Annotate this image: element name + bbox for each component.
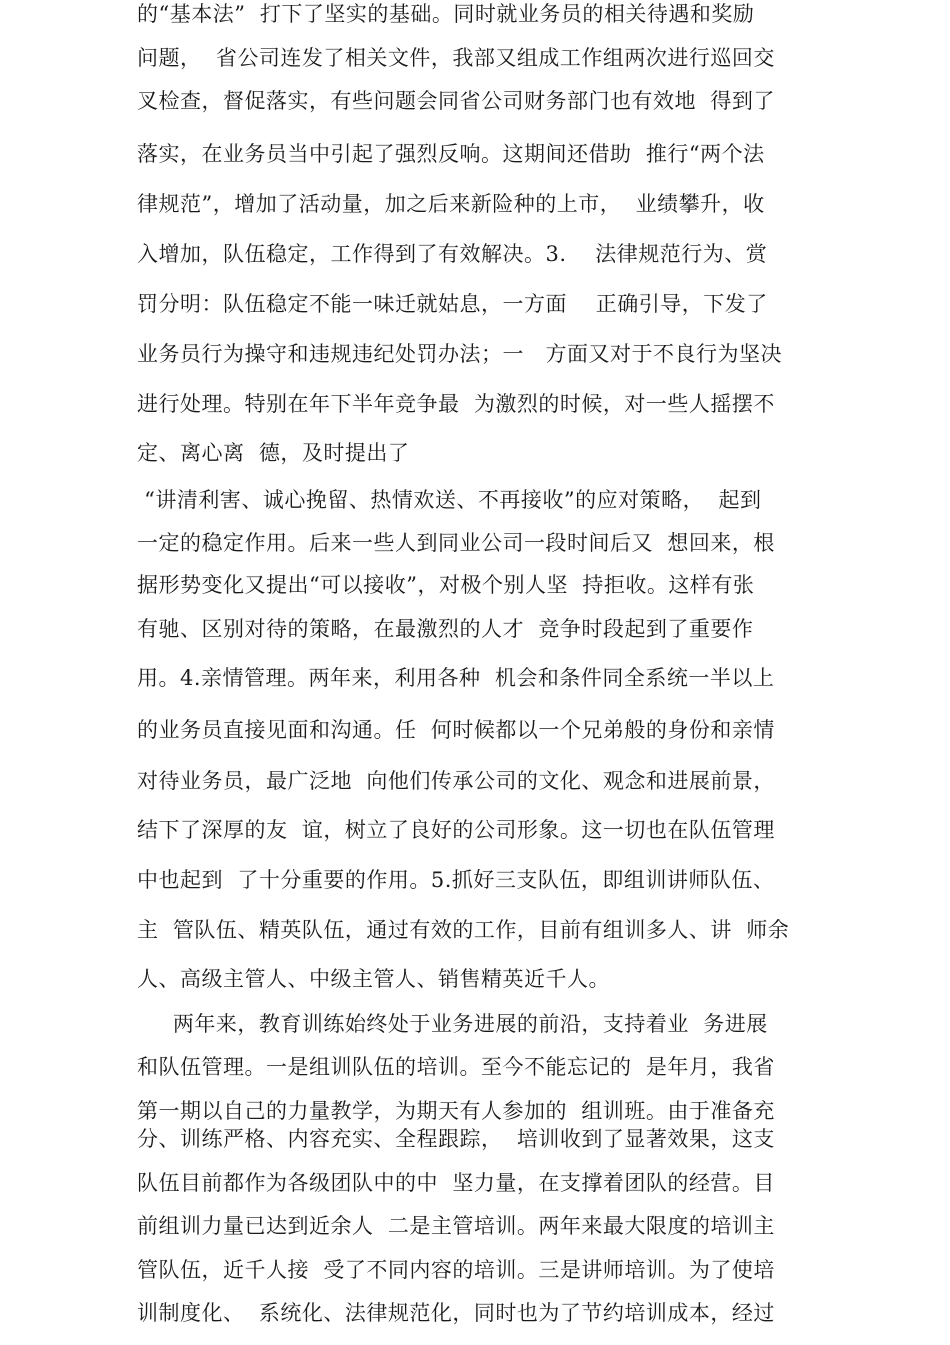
text-line: 一定的稳定作用。后来一些人到同业公司一段时间后又 想回来，根 xyxy=(137,531,775,555)
text-line: 第一期以自己的力量教学，为期天有人参加的 组训班。由于准备充 xyxy=(137,1099,775,1123)
text-line: 有驰、区别对待的策略，在最激烈的人才 竞争时段起到了重要作 xyxy=(137,617,754,641)
text-line: 业务员行为操守和违规违纪处罚办法；一 方面又对于不良行为坚决 xyxy=(137,342,783,366)
text-line: 的“基本法” 打下了坚实的基础。同时就业务员的相关待遇和奖励 xyxy=(137,2,755,26)
text-line: 罚分明：队伍稳定不能一味迁就姑息，一方面 正确引导，下发了 xyxy=(137,292,768,316)
text-line: 入增加，队伍稳定，工作得到了有效解决。3. 法律规范行为、赏 xyxy=(137,242,768,266)
text-line: 进行处理。特别在年下半年竞争最 为激烈的时候，对一些人摇摆不 xyxy=(137,392,775,416)
text-line: 两年来，教育训练始终处于业务进展的前沿，支持着业 务进展 xyxy=(137,1012,768,1036)
text-line: 定、离心离 德，及时提出了 xyxy=(137,441,410,465)
text-line: 结下了深厚的友 谊，树立了良好的公司形象。这一切也在队伍管理 xyxy=(137,818,775,842)
text-line: 落实，在业务员当中引起了强烈反响。这期间还借助 推行“两个法 xyxy=(137,142,765,166)
text-line: 的业务员直接见面和沟通。任 何时候都以一个兄弟般的身份和亲情 xyxy=(137,718,775,742)
text-line: 管队伍，近千人接 受了不同内容的培训。三是讲师培训。为了使培 xyxy=(137,1258,775,1282)
text-line: “讲清利害、诚心挽留、热情欢送、不再接收”的应对策略， 起到 xyxy=(137,488,762,512)
text-line: 和队伍管理。一是组训队伍的培训。至今不能忘记的 是年月，我省 xyxy=(137,1055,775,1079)
text-line: 律规范”，增加了活动量，加之后来新险种的上市， 业绩攀升，收 xyxy=(137,192,765,216)
text-line: 叉检查，督促落实，有些问题会同省公司财务部门也有效地 得到了 xyxy=(137,89,775,113)
text-line: 据形势变化又提出“可以接收”，对极个别人坚 持拒收。这样有张 xyxy=(137,573,755,597)
text-line: 训制度化、 系统化、法律规范化，同时也为了节约培训成本，经过 xyxy=(137,1301,775,1325)
text-line: 人、高级主管人、中级主管人、销售精英近千人。 xyxy=(137,967,610,991)
text-line: 问题， 省公司连发了相关文件，我部又组成工作组两次进行巡回交 xyxy=(137,46,775,70)
text-line: 用。4.亲情管理。两年来，利用各种 机会和条件同全系统一半以上 xyxy=(137,666,775,690)
text-line: 分、训练严格、内容充实、全程跟踪， 培训收到了显著效果，这支 xyxy=(137,1127,775,1151)
text-line: 前组训力量已达到近余人 二是主管培训。两年来最大限度的培训主 xyxy=(137,1214,775,1238)
text-line: 中也起到 了十分重要的作用。5.抓好三支队伍，即组训讲师队伍、 xyxy=(137,868,775,892)
text-line: 队伍目前都作为各级团队中的中 坚力量，在支撑着团队的经营。目 xyxy=(137,1171,775,1195)
text-line: 主 管队伍、精英队伍，通过有效的工作，目前有组训多人、讲 师余 xyxy=(137,918,790,942)
text-line: 对待业务员，最广泛地 向他们传承公司的文化、观念和进展前景， xyxy=(137,769,775,793)
